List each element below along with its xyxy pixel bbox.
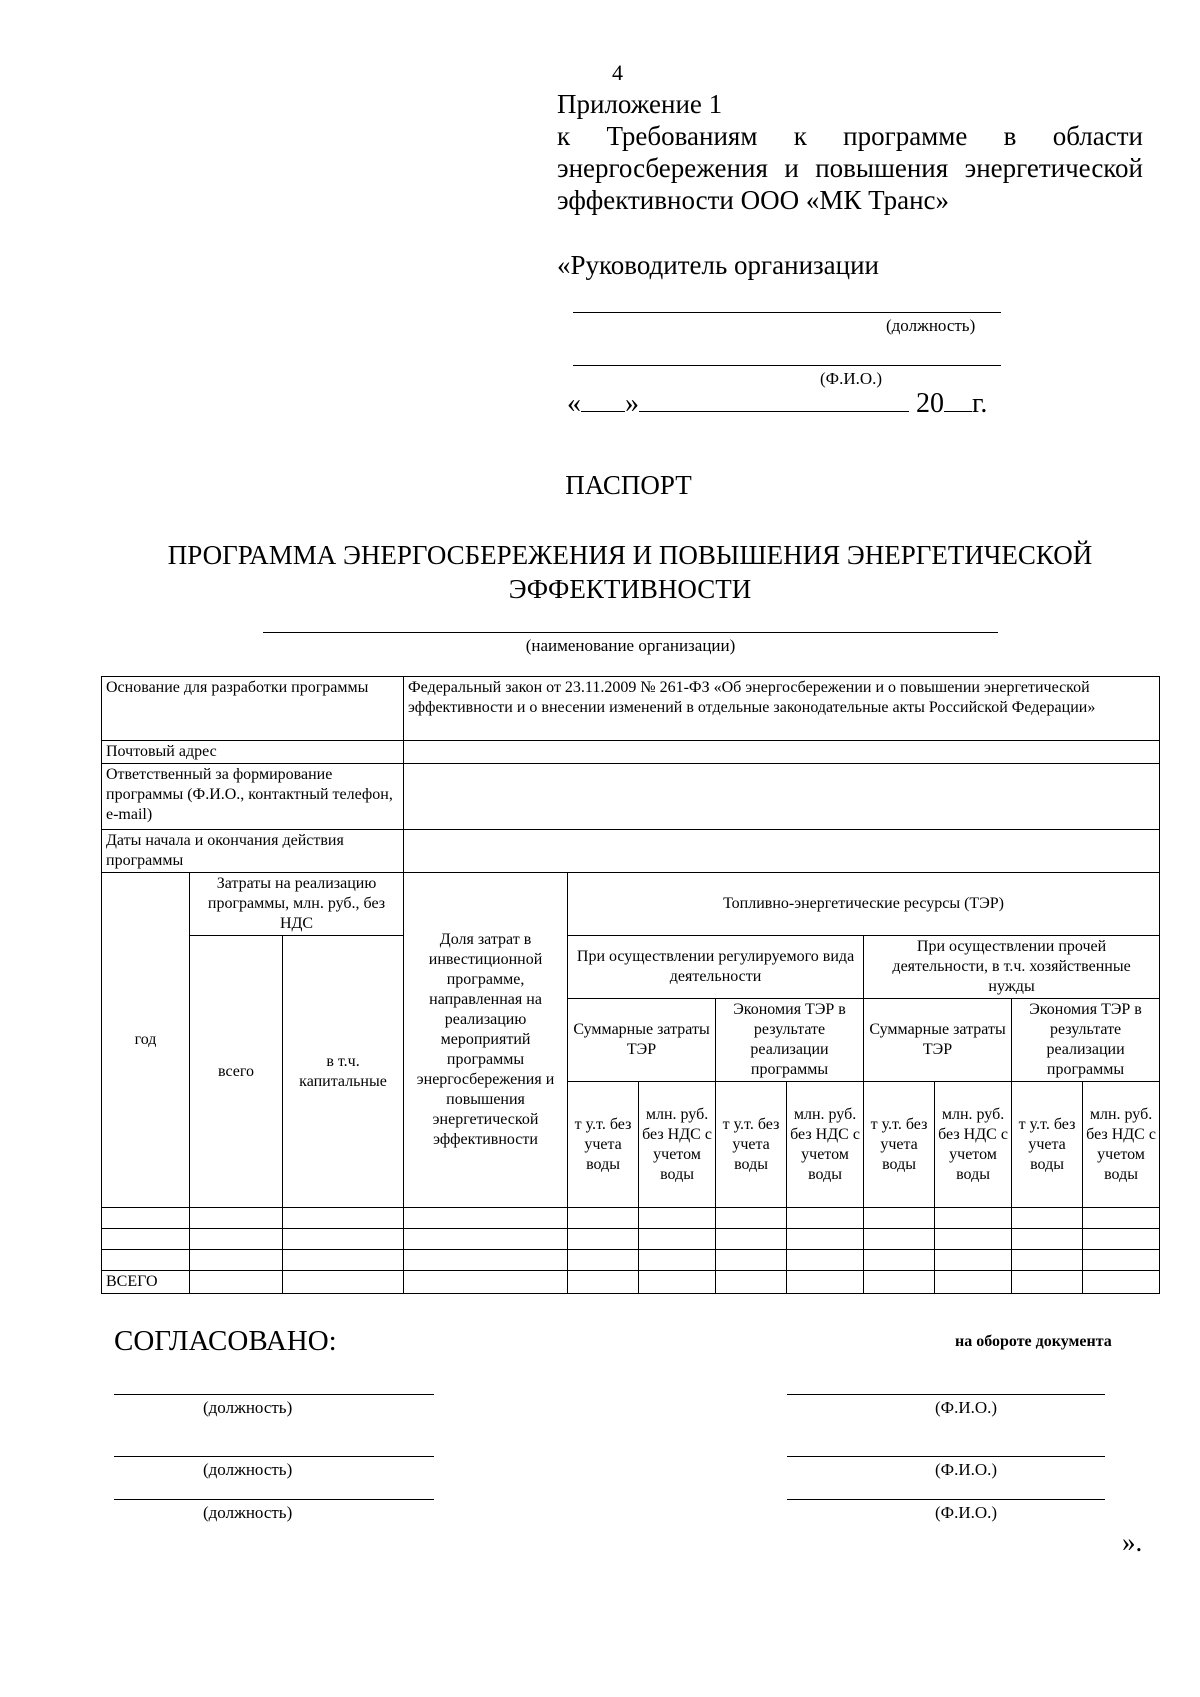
responsible-value[interactable] <box>404 764 1160 830</box>
month-blank[interactable] <box>639 389 909 412</box>
table-cell[interactable] <box>404 1250 568 1271</box>
header-other-total-ter: Суммарные затраты ТЭР <box>864 999 1012 1082</box>
agreement-position-caption-3: (должность) <box>203 1503 293 1522</box>
table-cell[interactable] <box>639 1229 716 1250</box>
appendix-line-3: эффективности ООО «МК Транс» <box>557 185 950 215</box>
header-unit-tut: т у.т. без учета воды <box>864 1082 935 1208</box>
table-cell[interactable] <box>568 1229 639 1250</box>
table-cell[interactable] <box>787 1229 864 1250</box>
table-cell[interactable] <box>283 1208 404 1229</box>
fio-caption: (Ф.И.О.) <box>820 369 883 388</box>
position-caption: (должность) <box>886 316 976 335</box>
table-cell[interactable] <box>1012 1250 1083 1271</box>
table-cell[interactable] <box>639 1271 716 1294</box>
table-header-row <box>102 873 1160 936</box>
header-unit-tut: т у.т. без учета воды <box>568 1082 639 1208</box>
header-unit-mln: млн. руб. без НДС с учетом воды <box>639 1082 716 1208</box>
table-row <box>102 830 1160 873</box>
table-cell[interactable] <box>568 1271 639 1294</box>
organization-caption: (наименование организации) <box>525 636 736 655</box>
agreement-position-caption-1: (должность) <box>203 1398 293 1417</box>
header-regulated: При осуществлении регулируемого вида деятельности <box>568 936 864 999</box>
day-blank[interactable] <box>581 389 625 412</box>
table-row <box>102 677 1160 741</box>
table-row <box>102 1229 1160 1250</box>
responsible-label: Ответственный за формирование программы (Ф.И.О., контактный телефон, e-mail) <box>102 764 404 830</box>
header-regulated-total-ter: Суммарные затраты ТЭР <box>568 999 716 1082</box>
table-cell[interactable] <box>102 1208 190 1229</box>
agreement-fio-caption-1: (Ф.И.О.) <box>935 1398 998 1417</box>
year-blank[interactable] <box>944 389 972 412</box>
header-year: год <box>102 873 190 1208</box>
year-prefix: 20 <box>916 388 944 419</box>
appendix-line-1: к Требованиям к программе в области <box>557 121 1143 151</box>
agreement-fio-caption-3: (Ф.И.О.) <box>935 1503 998 1522</box>
table-cell[interactable] <box>568 1208 639 1229</box>
table-cell[interactable] <box>1012 1208 1083 1229</box>
header-share: Доля затрат в инвестиционной программе, направленная на реализацию мероприятий программы энергосбережения и повышения энергетической эффективности <box>404 873 568 1208</box>
agreement-fio-line-3[interactable] <box>787 1499 1105 1500</box>
table-row <box>102 1250 1160 1271</box>
table-cell[interactable] <box>283 1229 404 1250</box>
table-cell[interactable] <box>864 1229 935 1250</box>
basis-label: Основание для разработки программы <box>102 677 404 741</box>
table-cell[interactable] <box>716 1229 787 1250</box>
table-row <box>102 764 1160 830</box>
agreed-title: СОГЛАСОВАНО: <box>114 1325 337 1357</box>
table-cell[interactable] <box>283 1271 404 1294</box>
appendix-title: Приложение 1 <box>557 89 723 119</box>
agreement-fio-line-1[interactable] <box>787 1394 1105 1395</box>
table-cell[interactable] <box>190 1229 283 1250</box>
header-capital: в т.ч. капитальные <box>283 936 404 1208</box>
header-unit-tut: т у.т. без учета воды <box>716 1082 787 1208</box>
reverse-note: на обороте документа <box>955 1333 1112 1350</box>
dates-label: Даты начала и окончания действия программы <box>102 830 404 873</box>
header-other: При осуществлении прочей деятельности, в т.ч. хозяйственные нужды <box>864 936 1160 999</box>
table-cell[interactable] <box>283 1250 404 1271</box>
closing-quote: ». <box>1122 1527 1143 1557</box>
agreement-fio-caption-2: (Ф.И.О.) <box>935 1460 998 1479</box>
agreement-position-line-2[interactable] <box>114 1456 434 1457</box>
header-ter: Топливно-энергетические ресурсы (ТЭР) <box>568 873 1160 936</box>
table-cell[interactable] <box>716 1271 787 1294</box>
table-cell[interactable] <box>716 1250 787 1271</box>
approval-head: «Руководитель организации <box>557 250 880 280</box>
table-cell[interactable] <box>404 1229 568 1250</box>
agreement-position-line-1[interactable] <box>114 1394 434 1395</box>
table-cell[interactable] <box>1083 1229 1160 1250</box>
header-total: всего <box>190 936 283 1208</box>
table-cell[interactable] <box>787 1250 864 1271</box>
table-cell[interactable] <box>935 1271 1012 1294</box>
table-cell[interactable] <box>1083 1271 1160 1294</box>
table-cell[interactable] <box>102 1250 190 1271</box>
header-unit-mln: млн. руб. без НДС с учетом воды <box>935 1082 1012 1208</box>
table-cell[interactable] <box>787 1271 864 1294</box>
date-open-quote: « <box>567 388 581 419</box>
agreement-position-caption-2: (должность) <box>203 1460 293 1479</box>
table-cell[interactable] <box>935 1229 1012 1250</box>
table-cell[interactable] <box>787 1208 864 1229</box>
table-header-row <box>102 936 1160 999</box>
table-cell[interactable] <box>190 1250 283 1271</box>
postal-label: Почтовый адрес <box>102 741 404 764</box>
header-other-savings: Экономия ТЭР в результате реализации программы <box>1012 999 1160 1082</box>
program-title-line-2: ЭФФЕКТИВНОСТИ <box>508 574 752 604</box>
table-cell[interactable] <box>102 1229 190 1250</box>
appendix-header <box>557 88 1143 216</box>
table-row <box>102 741 1160 764</box>
table-cell[interactable] <box>190 1271 283 1294</box>
table-cell[interactable] <box>716 1208 787 1229</box>
header-unit-tut: т у.т. без учета воды <box>1012 1082 1083 1208</box>
header-unit-mln: млн. руб. без НДС с учетом воды <box>787 1082 864 1208</box>
postal-value[interactable] <box>404 741 1160 764</box>
agreement-fio-line-2[interactable] <box>787 1456 1105 1457</box>
passport-title: ПАСПОРТ <box>565 470 692 500</box>
date-close-quote: » <box>625 388 639 419</box>
table-cell[interactable] <box>935 1250 1012 1271</box>
table-cell[interactable] <box>864 1250 935 1271</box>
header-costs: Затраты на реализацию программы, млн. руб., без НДС <box>190 873 404 936</box>
year-suffix: г. <box>972 388 988 419</box>
table-cell[interactable] <box>639 1250 716 1271</box>
fio-signature-line[interactable] <box>573 365 1001 366</box>
passport-table <box>101 676 1160 1294</box>
table-cell[interactable] <box>935 1208 1012 1229</box>
table-cell[interactable] <box>1083 1208 1160 1229</box>
dates-value[interactable] <box>404 830 1160 873</box>
table-row <box>102 1208 1160 1229</box>
total-row-label: ВСЕГО <box>102 1271 190 1294</box>
position-signature-line[interactable] <box>573 312 1001 313</box>
table-cell[interactable] <box>1012 1271 1083 1294</box>
table-cell[interactable] <box>1083 1250 1160 1271</box>
organization-name-line[interactable] <box>263 632 998 633</box>
program-title-line-1: ПРОГРАММА ЭНЕРГОСБЕРЕЖЕНИЯ И ПОВЫШЕНИЯ ЭНЕРГЕТИЧЕСКОЙ <box>167 540 1093 570</box>
basis-value: Федеральный закон от 23.11.2009 № 261-ФЗ «Об энергосбережении и о повышении энергетической эффективности и о внесении изменений в отдельные законодательные акты Российской Федерации» <box>404 677 1160 741</box>
table-cell[interactable] <box>639 1208 716 1229</box>
header-unit-mln: млн. руб. без НДС с учетом воды <box>1083 1082 1160 1208</box>
table-total-row <box>102 1271 1160 1294</box>
header-regulated-savings: Экономия ТЭР в результате реализации программы <box>716 999 864 1082</box>
table-cell[interactable] <box>1012 1229 1083 1250</box>
agreement-position-line-3[interactable] <box>114 1499 434 1500</box>
table-cell[interactable] <box>190 1208 283 1229</box>
approval-date <box>567 388 987 420</box>
appendix-line-2: энергосбережения и повышения энергетической <box>557 153 1143 183</box>
table-cell[interactable] <box>404 1271 568 1294</box>
table-cell[interactable] <box>864 1271 935 1294</box>
table-cell[interactable] <box>568 1250 639 1271</box>
page-number: 4 <box>612 60 623 85</box>
program-title <box>130 538 1130 606</box>
table-cell[interactable] <box>404 1208 568 1229</box>
table-cell[interactable] <box>864 1208 935 1229</box>
